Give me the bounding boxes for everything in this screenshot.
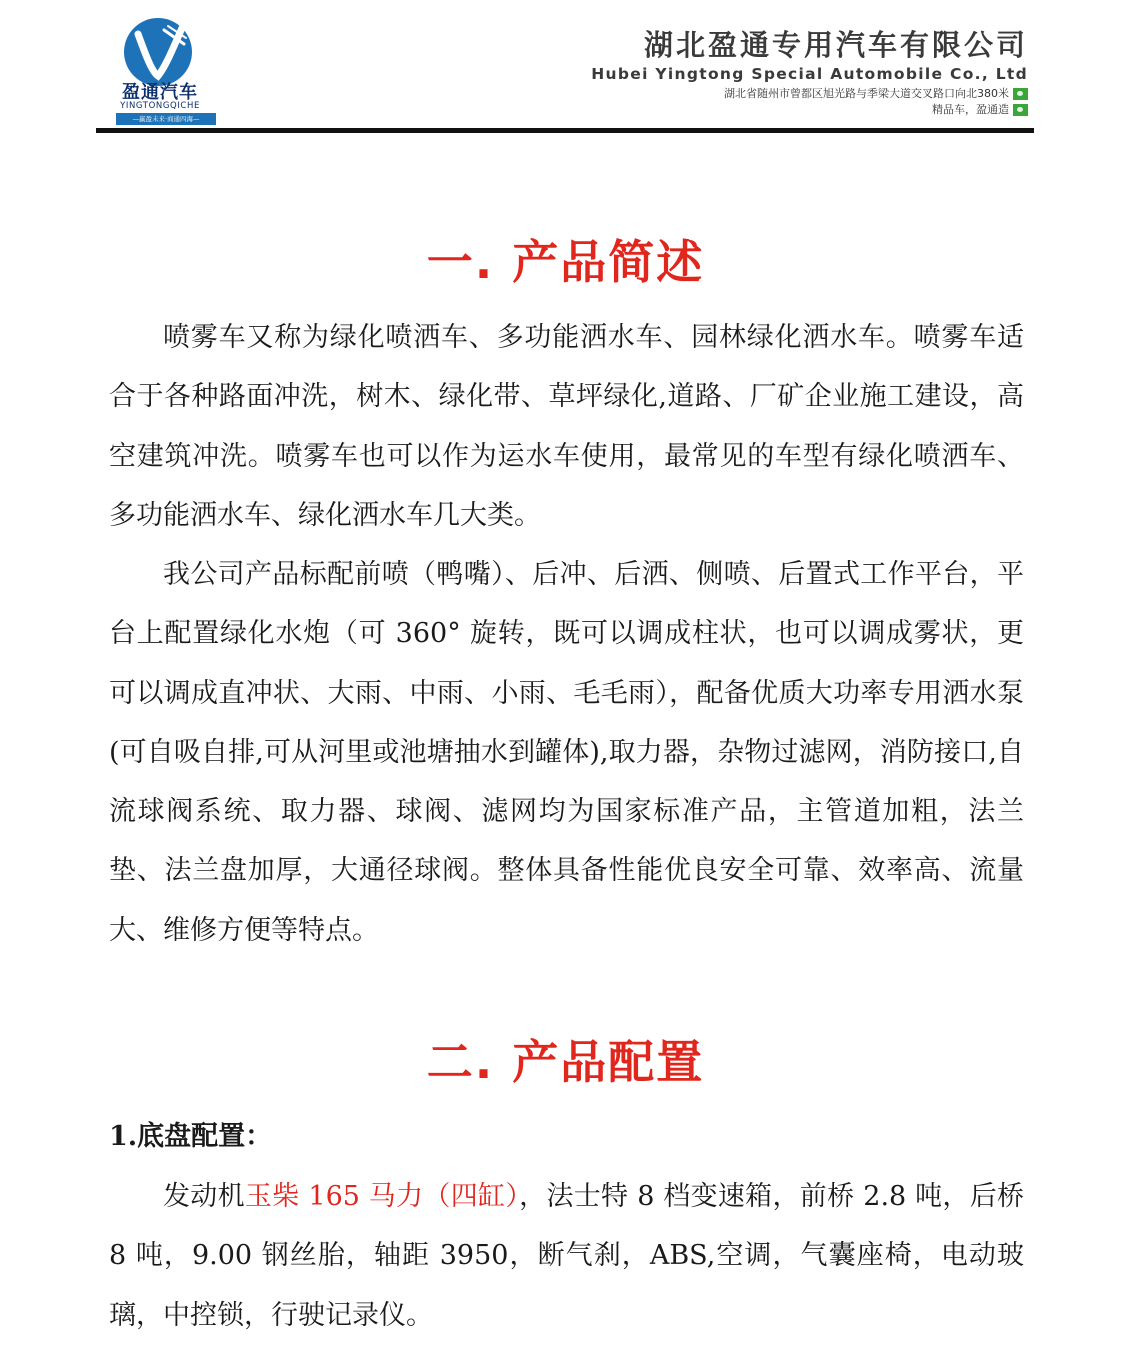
green-badge-icon xyxy=(1013,88,1028,100)
chassis-details: ，法士特 8 档变速箱，前桥 2.8 吨，后桥 8 吨，9.00 钢丝胎，轴距 3950，断气刹，ABS,空调，气囊座椅，电动玻璃，中控锁，行驶记录仪。 xyxy=(109,1181,1024,1331)
section-title-configuration: 二. 产品配置 xyxy=(426,1035,705,1089)
company-logo xyxy=(104,14,216,130)
green-logo-icon xyxy=(1013,104,1028,116)
chassis-subheading: 1.底盘配置： xyxy=(109,1121,273,1152)
company-address: 湖北省随州市曾都区旭光路与季梁大道交叉路口向北380米 xyxy=(724,87,1009,100)
company-tagline: 精品车，盈通造 xyxy=(932,103,1009,116)
chassis-paragraph xyxy=(109,1167,1024,1345)
company-tagline-line xyxy=(591,102,1028,118)
section-title-overview: 一. 产品简述 xyxy=(426,235,705,289)
company-address-line xyxy=(591,86,1028,102)
logo-brand-pinyin: YINGTONGQICHE xyxy=(120,101,200,111)
logo-brand-cn: 盈通汽车 xyxy=(122,82,198,103)
company-name-cn: 湖北盈通专用汽车有限公司 xyxy=(643,28,1028,62)
chassis-prefix: 发动机 xyxy=(163,1181,245,1212)
logo-slogan: —赢盈未来·商通四海— xyxy=(116,113,216,125)
chassis-engine: 玉柴 165 马力（四缸） xyxy=(244,1181,520,1212)
overview-paragraph-1: 喷雾车又称为绿化喷洒车、多功能洒水车、园林绿化洒水车。喷雾车适合于各种路面冲洗，树木、绿化带、草坪绿化,道路、厂矿企业施工建设，高空建筑冲洗。喷雾车也可以作为运水车使用，最常见的车型有绿化喷洒车、多功能洒水车、绿化洒水车几大类。 xyxy=(109,322,1024,531)
company-info xyxy=(591,28,1028,118)
overview-paragraph-2: 我公司产品标配前喷（鸭嘴）、后冲、后洒、侧喷、后置式工作平台，平台上配置绿化水炮（可 360° 旋转，既可以调成柱状，也可以调成雾状，更可以调成直冲状、大雨、中雨、小雨、毛毛雨），配备优质大功率专用洒水泵(可自吸自排,可从河里或池塘抽水到罐体),取力器，杂物过滤网，消防接口,自流球阀系统、取力器、球阀、滤网均为国家标准产品，主管道加粗，法兰垫、法兰盘加厚，大通径球阀。整体具备性能优良安全可靠、效率高、流量大、维修方便等特点。 xyxy=(109,559,1024,946)
letterhead xyxy=(96,14,1034,136)
header-divider xyxy=(96,128,1034,133)
company-name-en: Hubei Yingtong Special Automobile Co., Ltd xyxy=(591,65,1028,83)
